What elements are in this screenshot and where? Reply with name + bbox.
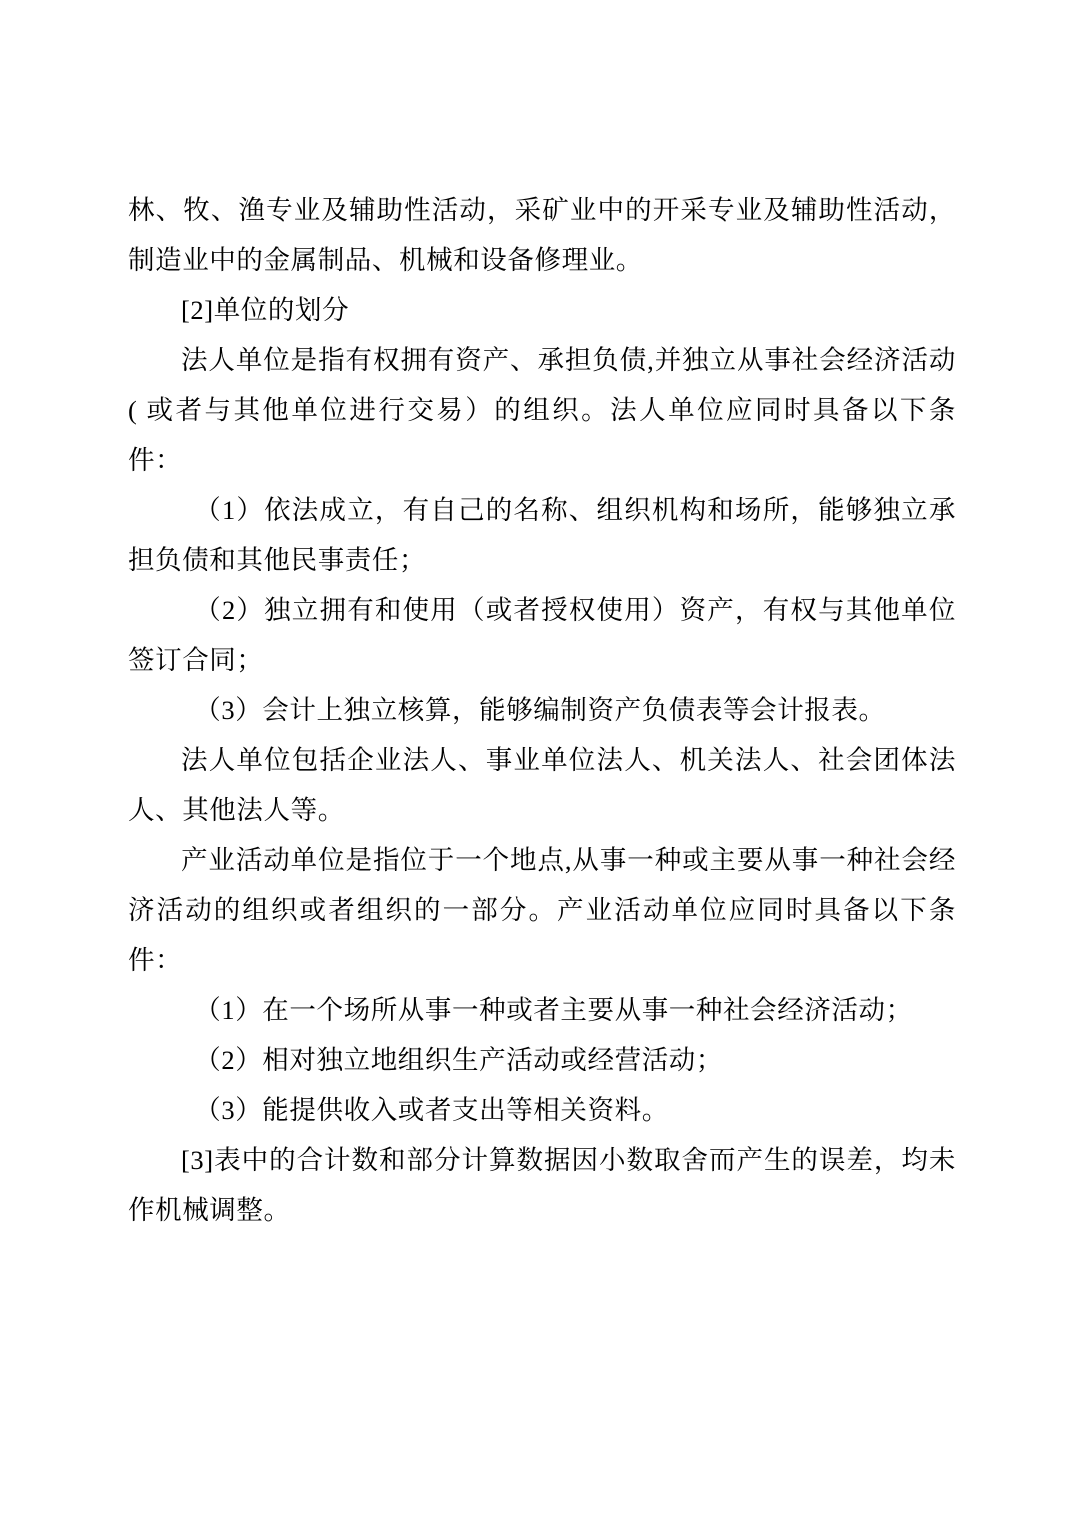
paragraph-industrial-unit-condition-1: （1）在一个场所从事一种或者主要从事一种社会经济活动；: [194, 995, 913, 1025]
paragraph-legal-entity-definition: 法人单位是指有权拥有资产、承担负债,并独立从事社会经济活动( 或者与其他单位进行交易）的组织。法人单位应同时具备以下条件：: [128, 345, 956, 475]
paragraph-legal-entity-types: 法人单位包括企业法人、事业单位法人、机关法人、社会团体法人、其他法人等。: [128, 745, 956, 825]
document-body: [128, 185, 956, 1235]
paragraph-industrial-unit-condition-3: （3）能提供收入或者支出等相关资料。: [194, 1095, 669, 1125]
paragraph-industrial-activity-unit-definition: 产业活动单位是指位于一个地点,从事一种或主要从事一种社会经济活动的组织或者组织的一部分。产业活动单位应同时具备以下条件：: [128, 845, 956, 975]
paragraph-continuation: 林、牧、渔专业及辅助性活动，采矿业中的开采专业及辅助性活动，制造业中的金属制品、机械和设备修理业。: [128, 195, 956, 275]
paragraph-legal-entity-condition-2: （2）独立拥有和使用（或者授权使用）资产，有权与其他单位签订合同；: [128, 595, 956, 675]
paragraph-industrial-unit-condition-2: （2）相对独立地组织生产活动或经营活动；: [194, 1045, 723, 1075]
paragraph-legal-entity-condition-1: （1）依法成立，有自己的名称、组织机构和场所，能够独立承担负债和其他民事责任；: [128, 495, 956, 575]
paragraph-note-3-rounding: [3]表中的合计数和部分计算数据因小数取舍而产生的误差，均未作机械调整。: [128, 1145, 956, 1225]
paragraph-legal-entity-condition-3: （3）会计上独立核算，能够编制资产负债表等会计报表。: [194, 695, 886, 725]
paragraph-note-2-heading: [2]单位的划分: [181, 295, 350, 325]
